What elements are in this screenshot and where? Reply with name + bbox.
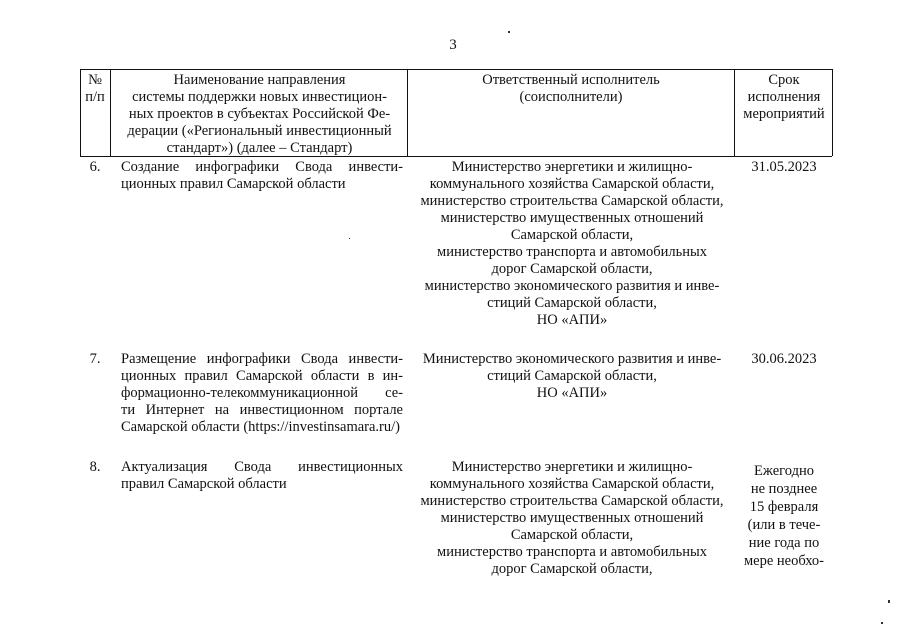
header-text: исполнения	[747, 89, 821, 105]
row-name-line: ти Интернет на инвестиционном портале	[121, 402, 403, 418]
row-executor-line: Самарской области,	[510, 527, 634, 543]
header-executor-column	[409, 72, 733, 106]
row-executor-line: Министерство энергетики и жилищно-	[451, 459, 693, 475]
header-text: дерации («Региональный инвестиционный	[127, 123, 392, 139]
row-executor-line: стиций Самарской области,	[487, 368, 657, 384]
row-term-line: 15 февраля	[749, 499, 819, 515]
row-name-line: Размещение инфографики Свода инвести-	[121, 351, 403, 367]
row-name	[121, 159, 403, 193]
row-executor	[410, 351, 734, 402]
row-executor-line: министерство экономического развития и инве-	[424, 278, 720, 294]
header-text: системы поддержки новых инвестицион-	[132, 89, 387, 105]
header-text: (соисполнители)	[519, 89, 623, 105]
row-term-line: ние года по	[748, 535, 820, 551]
header-text: п/п	[85, 89, 105, 105]
row-term-line: не позднее	[750, 481, 818, 497]
row-name-line: Самарской области (https://investinsamara.ru/)	[121, 419, 400, 435]
row-name-line: формационно-телекоммуникационной се-	[121, 385, 403, 401]
row-executor-line: стиций Самарской области,	[487, 295, 657, 311]
row-name	[121, 459, 403, 493]
header-text: ных проектов в субъектах Российской Фе-	[128, 106, 391, 122]
page-number: 3	[449, 37, 457, 53]
row-name-line: правил Самарской области	[121, 476, 287, 492]
header-text: Срок	[768, 72, 800, 88]
row-number: 6.	[89, 159, 101, 175]
row-executor-line: Самарской области,	[510, 227, 634, 243]
row-executor-line: министерство транспорта и автомобильных	[437, 244, 707, 260]
header-text: мероприятий	[743, 106, 825, 122]
header-term-column	[736, 72, 832, 123]
row-executor-line: Министерство энергетики и жилищно-	[451, 159, 693, 175]
scan-speck	[349, 238, 350, 239]
row-executor-line: коммунального хозяйства Самарской области,	[429, 476, 715, 492]
row-executor-line: министерство транспорта и автомобильных	[437, 544, 707, 560]
row-executor-line: министерство строительства Самарской области,	[420, 493, 724, 509]
scan-speck	[881, 622, 883, 624]
row-term-line: мере необхо-	[744, 553, 824, 569]
header-text: стандарт») (далее – Стандарт)	[166, 140, 353, 156]
header-divider	[110, 69, 111, 156]
scan-speck	[508, 31, 510, 33]
row-name	[121, 351, 403, 436]
row-name-line: ционных правил Самарской области в ин-	[121, 368, 403, 384]
row-number: 7.	[89, 351, 101, 367]
row-term-line: 31.05.2023	[751, 159, 817, 175]
header-text: Наименование направления	[173, 72, 346, 88]
row-term	[736, 351, 832, 368]
row-executor-line: НО «АПИ»	[536, 385, 608, 401]
row-executor-line: министерство имущественных отношений	[440, 210, 704, 226]
scan-speck	[888, 600, 890, 603]
header-divider	[832, 69, 833, 156]
row-name-line: Создание инфографики Свода инвести-	[121, 159, 403, 175]
row-executor-line: министерство имущественных отношений	[440, 510, 704, 526]
row-name-line: ционных правил Самарской области	[121, 176, 346, 192]
header-divider	[734, 69, 735, 156]
row-term-line: (или в тече-	[747, 517, 821, 533]
header-text: №	[88, 72, 102, 88]
row-executor-line: Министерство экономического развития и инве-	[422, 351, 722, 367]
row-executor-line: министерство строительства Самарской области,	[420, 193, 724, 209]
header-divider	[407, 69, 408, 156]
row-executor-line: НО «АПИ»	[536, 312, 608, 328]
row-executor-line: коммунального хозяйства Самарской области,	[429, 176, 715, 192]
row-executor	[410, 159, 734, 329]
row-executor-line: дорог Самарской области,	[491, 561, 653, 577]
row-number: 8.	[89, 459, 101, 475]
header-text: Ответственный исполнитель	[482, 72, 660, 88]
row-term	[736, 159, 832, 176]
row-term	[736, 462, 832, 570]
header-top-border	[80, 69, 832, 70]
row-term-line: Ежегодно	[754, 463, 814, 479]
header-name-column	[112, 72, 407, 157]
row-executor	[410, 459, 734, 578]
row-executor-line: дорог Самарской области,	[491, 261, 653, 277]
header-number-column	[80, 72, 110, 106]
row-name-line: Актуализация Свода инвестиционных	[121, 459, 403, 475]
row-term-line: 30.06.2023	[751, 351, 817, 367]
